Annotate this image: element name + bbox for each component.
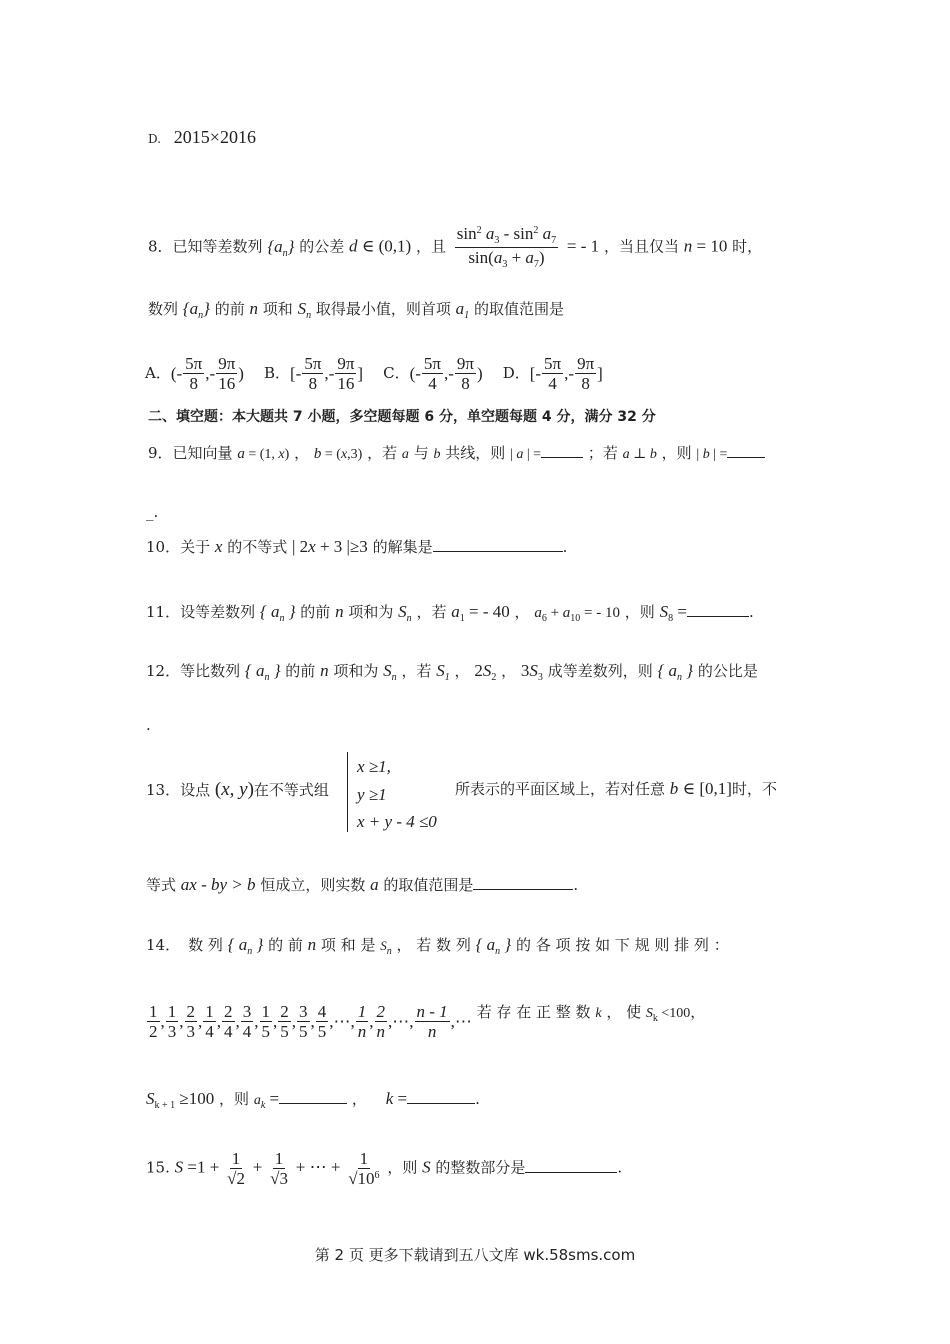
q14-seq-term: 4 5 [317,1002,327,1041]
q13-system-1: x ≥1, [357,757,391,776]
q14-seq-term: 2 5 [280,1002,289,1041]
q8-stem-line2: 数列 $\{a_n\}$ 的前 n 项和 $S_n$ 取得最小值，则首项 $a_1$ 的取值范围是 [148,299,564,321]
q8-option-fraction: 5π 8 [304,354,322,393]
q9-stem: 9．已知向量 a = (1, x) ， b = (x,3) ，若 a 与 b 共线，则 | a | = ；若 a ⊥ b ，则 | b | = [148,445,765,462]
q14-seq-term: 2 n [376,1002,385,1041]
q8-option-fraction: 5π 8 [185,354,203,393]
q13-line2: 等式 ax - by > b 恒成立，则实数 a 的取值范围是 . [146,875,579,894]
q14-seq-term: n - 1 n [416,1002,448,1041]
q14-seq-term: 1 5 [261,1002,270,1041]
q8-option-1[interactable]: B． [- 5π 8 ,- 9π 16 ] [263,354,364,393]
q14-seq-term: 2 4 [224,1002,233,1041]
q7-option-d: D. 2015×2016 [148,127,256,147]
q8-option-fraction: 9π 16 [218,354,236,393]
q8-option-3[interactable]: D． [- 5π 4 ,- 9π 8 ] [502,354,603,393]
q9-blank-1[interactable] [541,445,583,458]
q8-option-fraction: 5π 4 [544,354,562,393]
q8-condition-fraction: $\frac{\sin^2 a_3 - \sin^2 a_7}{\sin(a_3 + a_7)}$ [456,224,557,270]
q9-blank-2[interactable] [727,445,765,458]
q12-stem: 12．等比数列 { $a_n$ } 的前 n 项和为 $S_n$ ，若 $S_1$ ， $2S_2$ ， $3S_3$ 成等差数列，则 { $a_n$ } 的公比是 [146,661,758,683]
q8-seq-an: $\{a_n\}$ [267,236,295,259]
q14-seq-term: 3 4 [242,1002,252,1041]
q11-blank[interactable] [687,604,749,617]
q13-stem-right: 所表示的平面区域上，若对任意 b ∈ [0,1]时，不 [455,779,777,798]
q8-d-range: d [349,236,358,256]
q13-system-3: x + y - 4 ≤0 [357,812,437,831]
q15-blank[interactable] [525,1160,617,1173]
q13-system-brace [347,752,348,832]
q14-line3: $S_{k + 1} \ge 100$ ，则 $a_k$ = ， k = . [146,1089,480,1111]
q14-seq-term: 1 2 [149,1002,158,1041]
q11-stem: 11．设等差数列 { $a_n$ } 的前 n 项和为 $S_n$ ，若 $a_1$ = - 40 ， $a_6 + a_{10}$ = - 10 ，则 $S_8$ = . [146,602,754,624]
q14-seq-term: 1 4 [205,1002,214,1041]
q14-sequence: 1 2 , 1 3 , 2 3 , 1 4 , 2 4 , 3 4 , 1 5 , 2 5 , 3 5 , 4 5 , ⋯, 1 n , 2 n ,⋯, n - 1 n , ⋯ 若 存 在 正 整 数 k ， 使 $S_k <100$， [149,1002,706,1041]
q8-stem-line1: 8．已知等差数列 $\{a_n\}$ 的公差 d ∈ (0,1) ，且 $\frac{\sin^2 a_3 - \sin^2 a_7}{\sin(a_3 + a_7)}$ = - 1 ，当且仅当 n = 10 时， [148,224,763,270]
q14-seq-term: 3 5 [299,1002,308,1041]
q15-stem: 15. S =1 + $\frac{1}{√2}$ + $\frac{1}{√3}$ + ⋯ + $\frac{1}{√10^6}$ ，则 S 的整数部分是 . [146,1149,623,1188]
q8-option-fraction: 9π 8 [456,354,475,393]
q9-tail: _. [146,503,159,521]
q13-stem: 13．设点 (x, y)在不等式组 [146,779,329,800]
q14-stem: 14． 数 列 { $a_n$ } 的 前 n 项 和 是 $S_n$ ， 若 数 列 { $a_n$ } 的 各 项 按 如 下 规 则 排 列 ： [146,935,729,957]
q10-blank[interactable] [433,539,563,552]
q14-blank-1[interactable] [279,1091,347,1104]
q14-seq-term: 1 3 [167,1002,177,1041]
q8-option-fraction: 9π 16 [337,354,355,393]
q10-stem: 10．关于 x 的不等式 | 2x + 3 |≥3 的解集是 . [146,537,568,556]
q8-option-fraction: 5π 4 [423,354,441,393]
q14-seq-term: 2 3 [186,1002,195,1041]
q12-tail: . [146,716,151,734]
q14-blank-2[interactable] [407,1091,475,1104]
q8-option-fraction: 9π 8 [577,354,595,393]
q8-option-0[interactable]: A． (- 5π 8 ,- 9π 16 ) [145,354,244,393]
q8-options [145,355,603,392]
section2-title: 二、填空题：本大题共 7 小题，多空题每题 6 分，单空题每题 4 分，满分 32 分 [148,409,656,425]
q8-option-2[interactable]: C． (- 5π 4 ,- 9π 8 ) [383,354,483,393]
q14-seq-term: 1 n [357,1002,367,1041]
q13-blank[interactable] [473,877,573,890]
q13-system-2: y ≥1 [357,785,387,804]
page-footer: 第 2 页 更多下载请到五八文库 wk.58sms.com [314,1246,636,1264]
